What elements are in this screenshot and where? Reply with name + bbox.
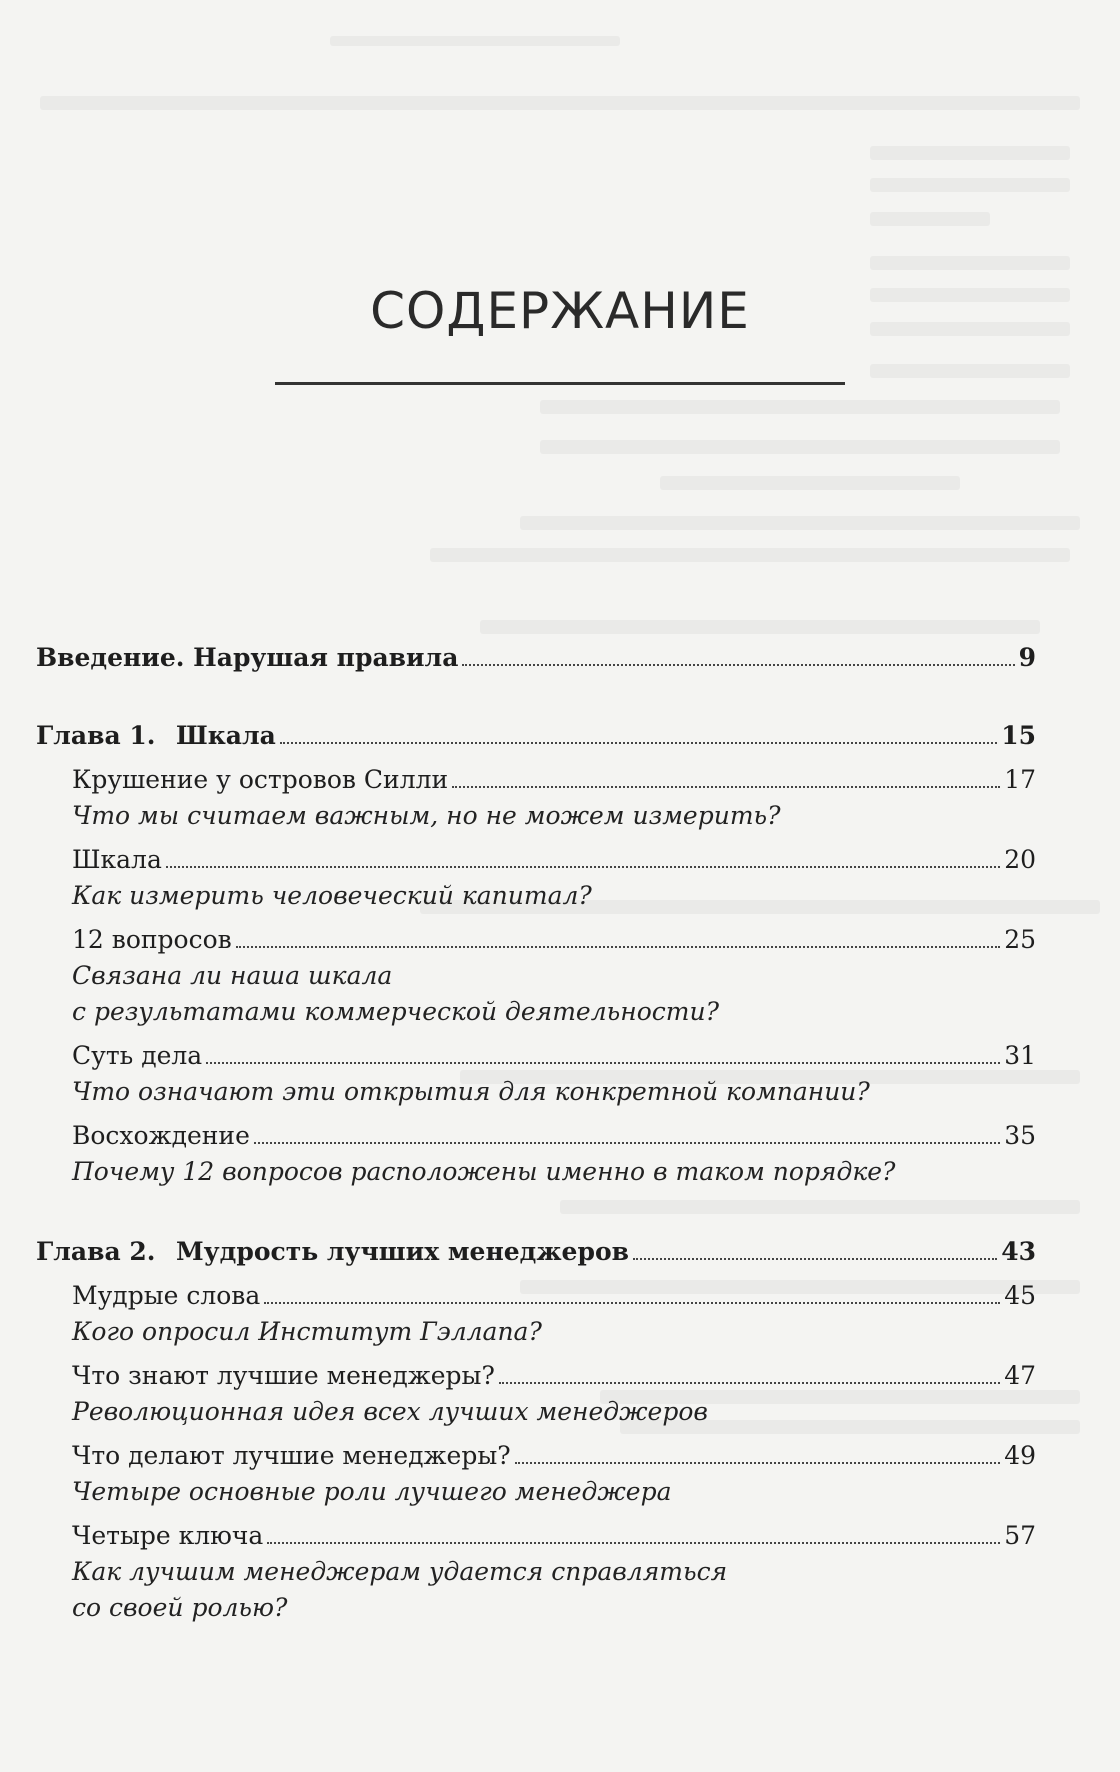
toc-section[interactable] (36, 1118, 1036, 1154)
page-number: 57 (1004, 1521, 1036, 1550)
section-description: Что мы считаем важным, но не можем измерить? (72, 801, 781, 830)
toc-chapter-2[interactable] (36, 1234, 1036, 1270)
toc-section[interactable] (36, 762, 1036, 798)
title-underline (275, 382, 845, 385)
page-number: 31 (1004, 1041, 1036, 1070)
section-description: с результатами коммерческой деятельности? (72, 997, 719, 1026)
section-description: Связана ли наша шкала (72, 961, 393, 990)
page-number: 9 (1018, 643, 1036, 672)
toc-entry-intro[interactable] (36, 640, 1036, 676)
section-title: Шкала (72, 845, 162, 874)
section-description: Как измерить человеческий капитал? (72, 881, 592, 910)
page-number: 20 (1004, 845, 1036, 874)
toc-section[interactable] (36, 1038, 1036, 1074)
dot-leader (633, 1258, 997, 1260)
table-of-contents (36, 640, 1036, 1626)
section-title: Суть дела (72, 1041, 203, 1070)
dot-leader (254, 1142, 1000, 1144)
section-description: Что означают эти открытия для конкретной компании? (72, 1077, 870, 1106)
section-title: Что знают лучшие менеджеры? (72, 1361, 495, 1390)
chapter-number: Глава 2. (36, 1237, 156, 1266)
toc-section[interactable] (36, 922, 1036, 958)
chapter-heading (36, 1234, 629, 1270)
section-description: Революционная идея всех лучших менеджеров (72, 1397, 708, 1426)
toc-section[interactable] (36, 1438, 1036, 1474)
chapter-heading (36, 718, 276, 754)
dot-leader (267, 1542, 1000, 1544)
section-title: 12 вопросов (72, 925, 232, 954)
toc-section[interactable] (36, 1358, 1036, 1394)
toc-section[interactable] (36, 1518, 1036, 1554)
section-title: Мудрые слова (72, 1281, 261, 1310)
dot-leader (166, 866, 1000, 868)
section-description: со своей ролью? (72, 1593, 288, 1622)
section-title: Что делают лучшие менеджеры? (72, 1441, 511, 1470)
intro-label: Введение. Нарушая правила (36, 643, 459, 672)
section-description: Кого опросил Институт Гэллапа? (72, 1317, 542, 1346)
dot-leader (206, 1062, 1000, 1064)
chapter-number: Глава 1. (36, 721, 156, 750)
section-title: Четыре ключа (72, 1521, 264, 1550)
dot-leader (515, 1462, 1001, 1464)
page-number: 45 (1004, 1281, 1036, 1310)
toc-section[interactable] (36, 842, 1036, 878)
dot-leader (499, 1382, 1000, 1384)
page-number: 15 (1001, 721, 1036, 750)
page-number: 35 (1004, 1121, 1036, 1150)
page-number: 47 (1004, 1361, 1036, 1390)
chapter-title: Шкала (176, 721, 276, 750)
page-number: 25 (1004, 925, 1036, 954)
page-number: 17 (1004, 765, 1036, 794)
page-number: 43 (1001, 1237, 1036, 1266)
chapter-title: Мудрость лучших менеджеров (176, 1237, 629, 1266)
section-description: Четыре основные роли лучшего менеджера (72, 1477, 672, 1506)
dot-leader (236, 946, 1000, 948)
dot-leader (452, 786, 1000, 788)
section-description: Почему 12 вопросов расположены именно в таком порядке? (72, 1157, 896, 1186)
section-title: Восхождение (72, 1121, 250, 1150)
dot-leader (264, 1302, 1000, 1304)
page-title: СОДЕРЖАНИЕ (370, 282, 750, 340)
dot-leader (462, 664, 1014, 666)
page-number: 49 (1004, 1441, 1036, 1470)
toc-chapter-1[interactable] (36, 718, 1036, 754)
toc-section[interactable] (36, 1278, 1036, 1314)
section-title: Крушение у островов Силли (72, 765, 449, 794)
dot-leader (280, 742, 997, 744)
section-description: Как лучшим менеджерам удается справляться (72, 1557, 728, 1586)
